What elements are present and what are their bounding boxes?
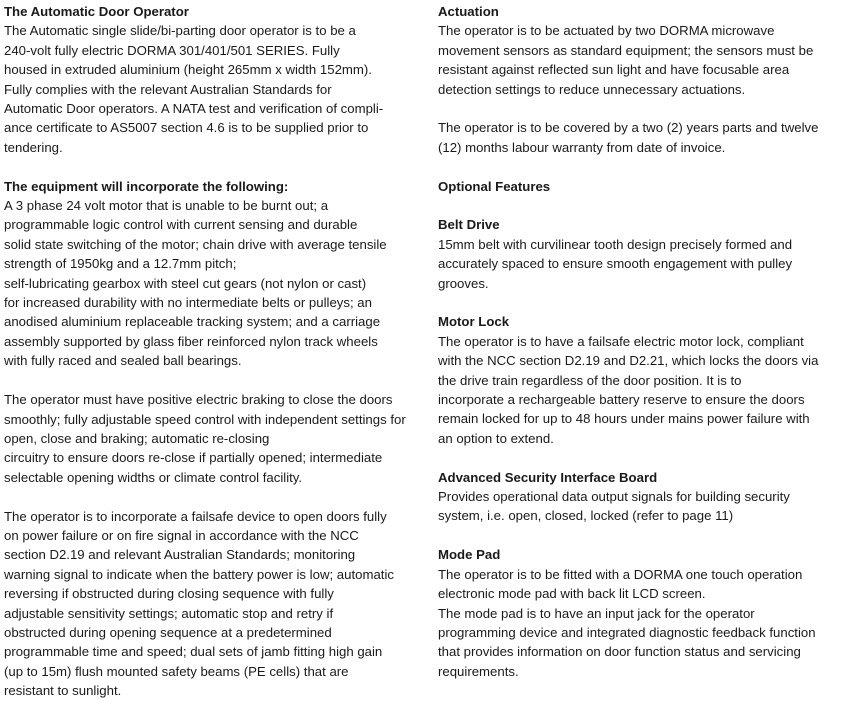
paragraph xyxy=(438,332,844,448)
text-line: grooves. xyxy=(438,275,489,291)
text-line: the drive train regardless of the door position. It is to xyxy=(438,372,742,388)
equipment-section xyxy=(4,177,424,371)
paragraph xyxy=(4,196,424,371)
right-column xyxy=(438,2,844,681)
text-line: circuitry to ensure doors re-close if partially opened; intermediate xyxy=(4,450,383,466)
paragraph xyxy=(438,235,844,293)
text-line: with the NCC section D2.19 and D2.21, which locks the doors via xyxy=(438,353,819,369)
text-line: reversing if obstructed during closing sequence with fully xyxy=(4,586,334,602)
text-line: for increased durability with no intermediate belts or pulleys; an xyxy=(4,295,372,311)
text-line: The operator must have positive electric braking to close the doors xyxy=(4,392,393,408)
paragraph xyxy=(438,118,844,157)
text-line: programmable logic control with current sensing and durable xyxy=(4,217,358,233)
text-line: incorporate a rechargeable battery reserve to ensure the doors xyxy=(438,392,805,408)
section-heading: Actuation xyxy=(438,4,499,19)
text-line: resistant to sunlight. xyxy=(4,683,122,699)
section-heading: Belt Drive xyxy=(438,217,500,233)
text-line: warning signal to indicate when the battery power is low; automatic xyxy=(4,566,394,582)
text-line: The operator is to incorporate a failsafe device to open doors fully xyxy=(4,508,387,524)
text-line: with fully raced and sealed ball bearings. xyxy=(4,353,242,369)
left-column xyxy=(4,2,424,701)
text-line: programming device and integrated diagnostic feedback function xyxy=(438,624,816,640)
text-line: (up to 15m) flush mounted safety beams (PE cells) that are xyxy=(4,663,349,679)
text-line: The operator is to have a failsafe electric motor lock, compliant xyxy=(438,333,804,349)
text-line: section D2.19 and relevant Australian Standards; monitoring xyxy=(4,547,356,563)
text-line: Provides operational data output signals for building security xyxy=(438,489,790,505)
text-line: The operator is to be covered by a two (2) years parts and twelve xyxy=(438,120,819,136)
actuation-section xyxy=(438,2,844,99)
text-line: that provides information on door function status and servicing xyxy=(438,644,801,660)
braking-section xyxy=(4,390,424,487)
belt-drive-section xyxy=(438,215,844,293)
text-line: obstructed during opening sequence at a predetermined xyxy=(4,624,332,640)
text-line: resistant against reflected sun light and have focusable area xyxy=(438,62,790,78)
paragraph xyxy=(4,390,424,487)
text-line: selectable opening widths or climate control facility. xyxy=(4,469,303,485)
text-line: requirements. xyxy=(438,663,519,679)
section-heading: Advanced Security Interface Board xyxy=(438,469,658,485)
text-line: housed in extruded aluminium (height 265mm x width 152mm). xyxy=(4,62,372,78)
security-board-section xyxy=(438,468,844,526)
text-line: on power failure or on fire signal in accordance with the NCC xyxy=(4,527,359,543)
optional-features-section xyxy=(438,177,844,196)
motor-lock-section xyxy=(438,312,844,448)
failsafe-section xyxy=(4,507,424,701)
text-line: The mode pad is to have an input jack for the operator xyxy=(438,605,755,621)
section-heading: The equipment will incorporate the following: xyxy=(4,178,289,194)
text-line: (12) months labour warranty from date of invoice. xyxy=(438,139,726,155)
text-line: accurately spaced to ensure smooth engagement with pulley xyxy=(438,256,793,272)
section-heading: Mode Pad xyxy=(438,547,501,563)
text-line: an option to extend. xyxy=(438,430,554,446)
text-line: electronic mode pad with back lit LCD screen. xyxy=(438,586,706,602)
text-line: tendering. xyxy=(4,139,63,155)
section-heading: Motor Lock xyxy=(438,314,510,330)
paragraph xyxy=(4,507,424,701)
text-line: 15mm belt with curvilinear tooth design precisely formed and xyxy=(438,236,793,252)
text-line: The operator is to be fitted with a DORMA one touch operation xyxy=(438,566,803,582)
warranty-section xyxy=(438,118,844,157)
text-line: strength of 1950kg and a 12.7mm pitch; xyxy=(4,256,237,272)
text-line: smoothly; fully adjustable speed control with independent settings for xyxy=(4,411,406,427)
text-line: anodised aluminium replaceable tracking system; and a carriage xyxy=(4,314,381,330)
text-line: The operator is to be actuated by two DORMA microwave xyxy=(438,23,775,39)
paragraph xyxy=(438,487,844,526)
text-line: detection settings to reduce unnecessary actuations. xyxy=(438,81,746,97)
text-line: programmable time and speed; dual sets of jamb fitting high gain xyxy=(4,644,383,660)
text-line: remain locked for up to 48 hours under mains power failure with xyxy=(438,411,810,427)
door-operator-section xyxy=(4,2,424,157)
text-line: 240-volt fully electric DORMA 301/401/501 SERIES. Fully xyxy=(4,42,340,58)
text-line: The Automatic single slide/bi-parting door operator is to be a xyxy=(4,23,356,39)
section-heading: Optional Features xyxy=(438,178,551,194)
paragraph xyxy=(4,21,424,157)
text-line: system, i.e. open, closed, locked (refer to page 11) xyxy=(438,508,734,524)
paragraph xyxy=(438,21,844,99)
text-line: adjustable sensitivity settings; automatic stop and retry if xyxy=(4,605,334,621)
paragraph xyxy=(438,565,844,681)
text-line: assembly supported by glass fiber reinforced nylon track wheels xyxy=(4,333,378,349)
text-line: self-lubricating gearbox with steel cut gears (not nylon or cast) xyxy=(4,275,367,291)
section-heading: The Automatic Door Operator xyxy=(4,4,189,19)
text-line: A 3 phase 24 volt motor that is unable to be burnt out; a xyxy=(4,198,329,214)
text-line: movement sensors as standard equipment; the sensors must be xyxy=(438,42,814,58)
text-line: solid state switching of the motor; chain drive with average tensile xyxy=(4,236,387,252)
text-line: ance certificate to AS5007 section 4.6 is to be supplied prior to xyxy=(4,120,369,136)
text-line: Automatic Door operators. A NATA test and verification of compli- xyxy=(4,101,384,117)
mode-pad-section xyxy=(438,545,844,681)
text-line: Fully complies with the relevant Australian Standards for xyxy=(4,81,332,97)
text-line: open, close and braking; automatic re-closing xyxy=(4,430,270,446)
